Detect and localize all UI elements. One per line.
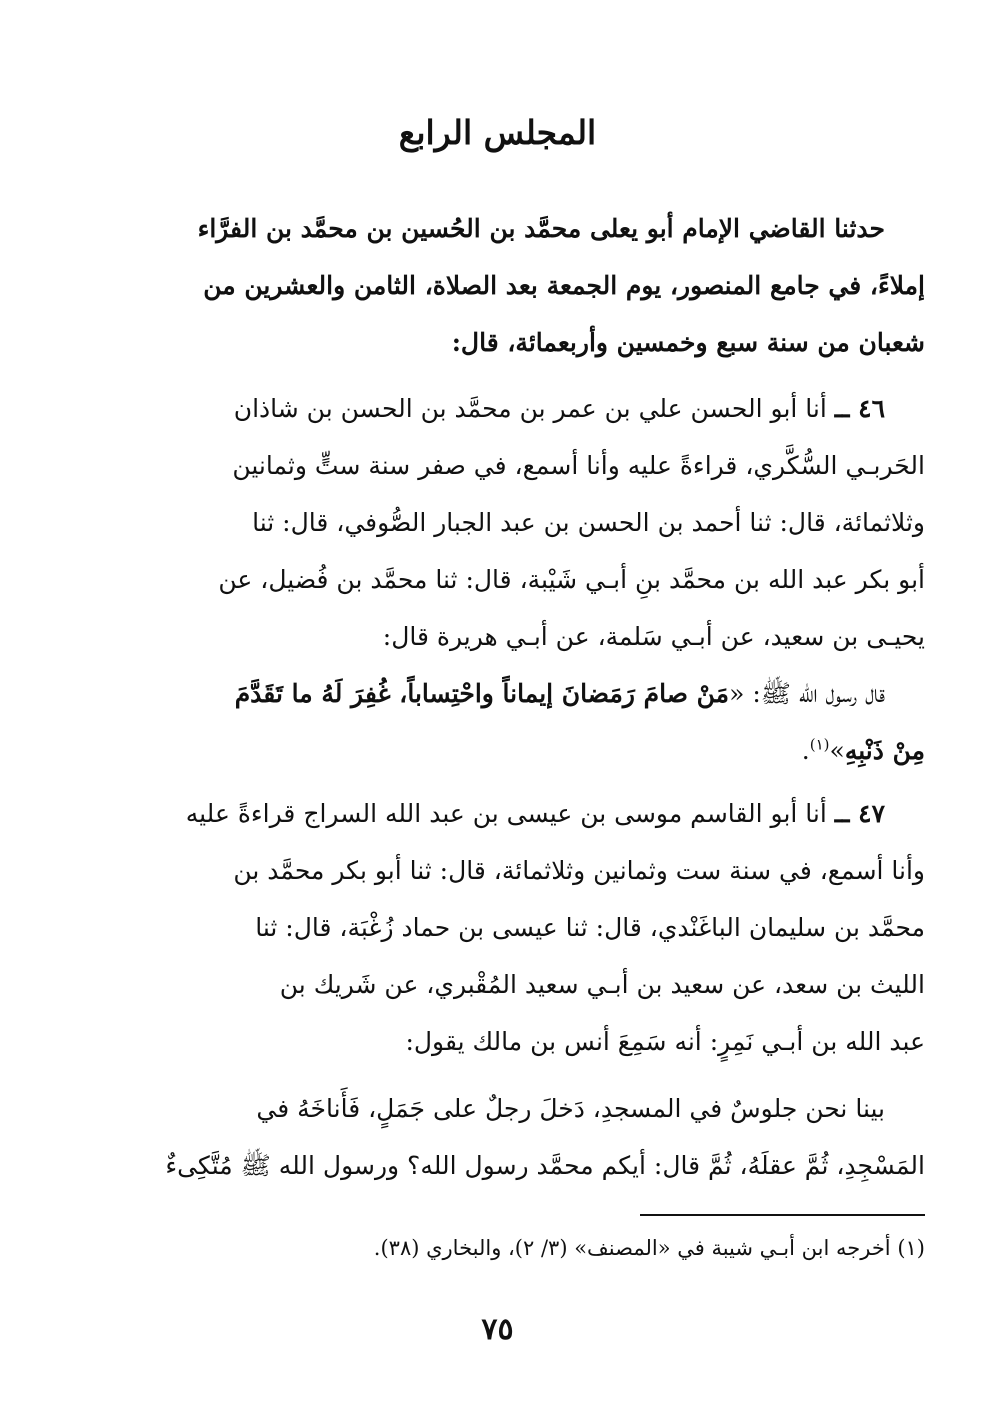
hadith-47-matn — [70, 1080, 925, 1194]
hadith-46-isnad — [70, 380, 925, 665]
hadith-47-isnad — [70, 785, 925, 1070]
isnad-line: عبد الله بن أبـي نَمِرٍ: أنه سَمِعَ أنس بن مالك يقول: — [405, 1027, 925, 1056]
footnote: (١) أخرجه ابن أبـي شيبة في «المصنف» (٣/ ٢)، والبخاري (٣٨). — [373, 1236, 925, 1260]
footnote-ref: (١) — [809, 735, 830, 754]
matn-prefix: قال رسول الله ﷺ: « — [729, 679, 885, 708]
isnad-line: الليث بن سعد، عن سعيد بن أبـي سعيد المُقْبري، عن شَريك بن — [279, 970, 925, 999]
isnad-line: محمَّد بن سليمان الباغَنْدي، قال: ثنا عيسى بن حماد زُغْبَة، قال: ثنا — [255, 913, 925, 942]
isnad-line: الحَربـي السُّكَّري، قراءةً عليه وأنا أسمع، في صفر سنة ستٍّ وثمانين — [232, 451, 925, 480]
matn-line: المَسْجِدِ، ثُمَّ عقلَهُ، ثُمَّ قال: أيكم محمَّد رسول الله؟ ورسول الله ﷺ مُتَّكِىءٌ — [165, 1151, 925, 1180]
matn-line — [70, 722, 925, 779]
footnote-divider — [640, 1214, 925, 1216]
isnad-line: أبو بكر عبد الله بن محمَّد بنِ أبـي شَيْبة، قال: ثنا محمَّد بن فُضيل، عن — [218, 565, 925, 594]
hadith-number: ٤٦ ــ — [834, 394, 885, 423]
matn-line — [70, 665, 925, 722]
hadith-46-matn — [70, 665, 925, 779]
intro-paragraph — [70, 200, 925, 371]
isnad-line — [70, 380, 925, 437]
isnad-line: يحيـى بن سعيد، عن أبـي سَلمة، عن أبـي هريرة قال: — [382, 622, 925, 651]
isnad-text: أنا أبو الحسن علي بن عمر بن محمَّد بن الحسن بن شاذان — [233, 394, 827, 423]
isnad-line: وأنا أسمع، في سنة ست وثمانين وثلاثمائة، قال: ثنا أبو بكر محمَّد بن — [233, 856, 925, 885]
intro-line: حدثنا القاضي الإمام أبو يعلى محمَّد بن الحُسين بن محمَّد بن الفرَّاء — [197, 214, 885, 243]
matn-text: مِنْ ذَنْبِهِ — [844, 736, 925, 765]
matn-end: . — [801, 736, 810, 765]
matn-text: مَنْ صامَ رَمَضانَ إيماناً واحْتِساباً، غُفِرَ لَهُ ما تَقَدَّمَ — [234, 679, 730, 708]
page-title: المجلس الرابع — [398, 113, 597, 152]
intro-line: إملاءً، في جامع المنصور، يوم الجمعة بعد الصلاة، الثامن والعشرين من — [203, 271, 925, 300]
book-page — [70, 0, 925, 1403]
hadith-number: ٤٧ ــ — [834, 799, 885, 828]
isnad-line — [70, 785, 925, 842]
isnad-text: أنا أبو القاسم موسى بن عيسى بن عبد الله السراج قراءةً عليه — [185, 799, 827, 828]
matn-line: بينا نحن جلوسٌ في المسجدِ، دَخلَ رجلٌ على جَمَلٍ، فَأَناخَهُ في — [256, 1094, 885, 1123]
quote-close: » — [829, 736, 845, 765]
page-number: ٧٥ — [481, 1312, 514, 1347]
isnad-line: وثلاثمائة، قال: ثنا أحمد بن الحسن بن عبد الجبار الصُّوفي، قال: ثنا — [252, 508, 925, 537]
intro-line: شعبان من سنة سبع وخمسين وأربعمائة، قال: — [451, 328, 925, 357]
